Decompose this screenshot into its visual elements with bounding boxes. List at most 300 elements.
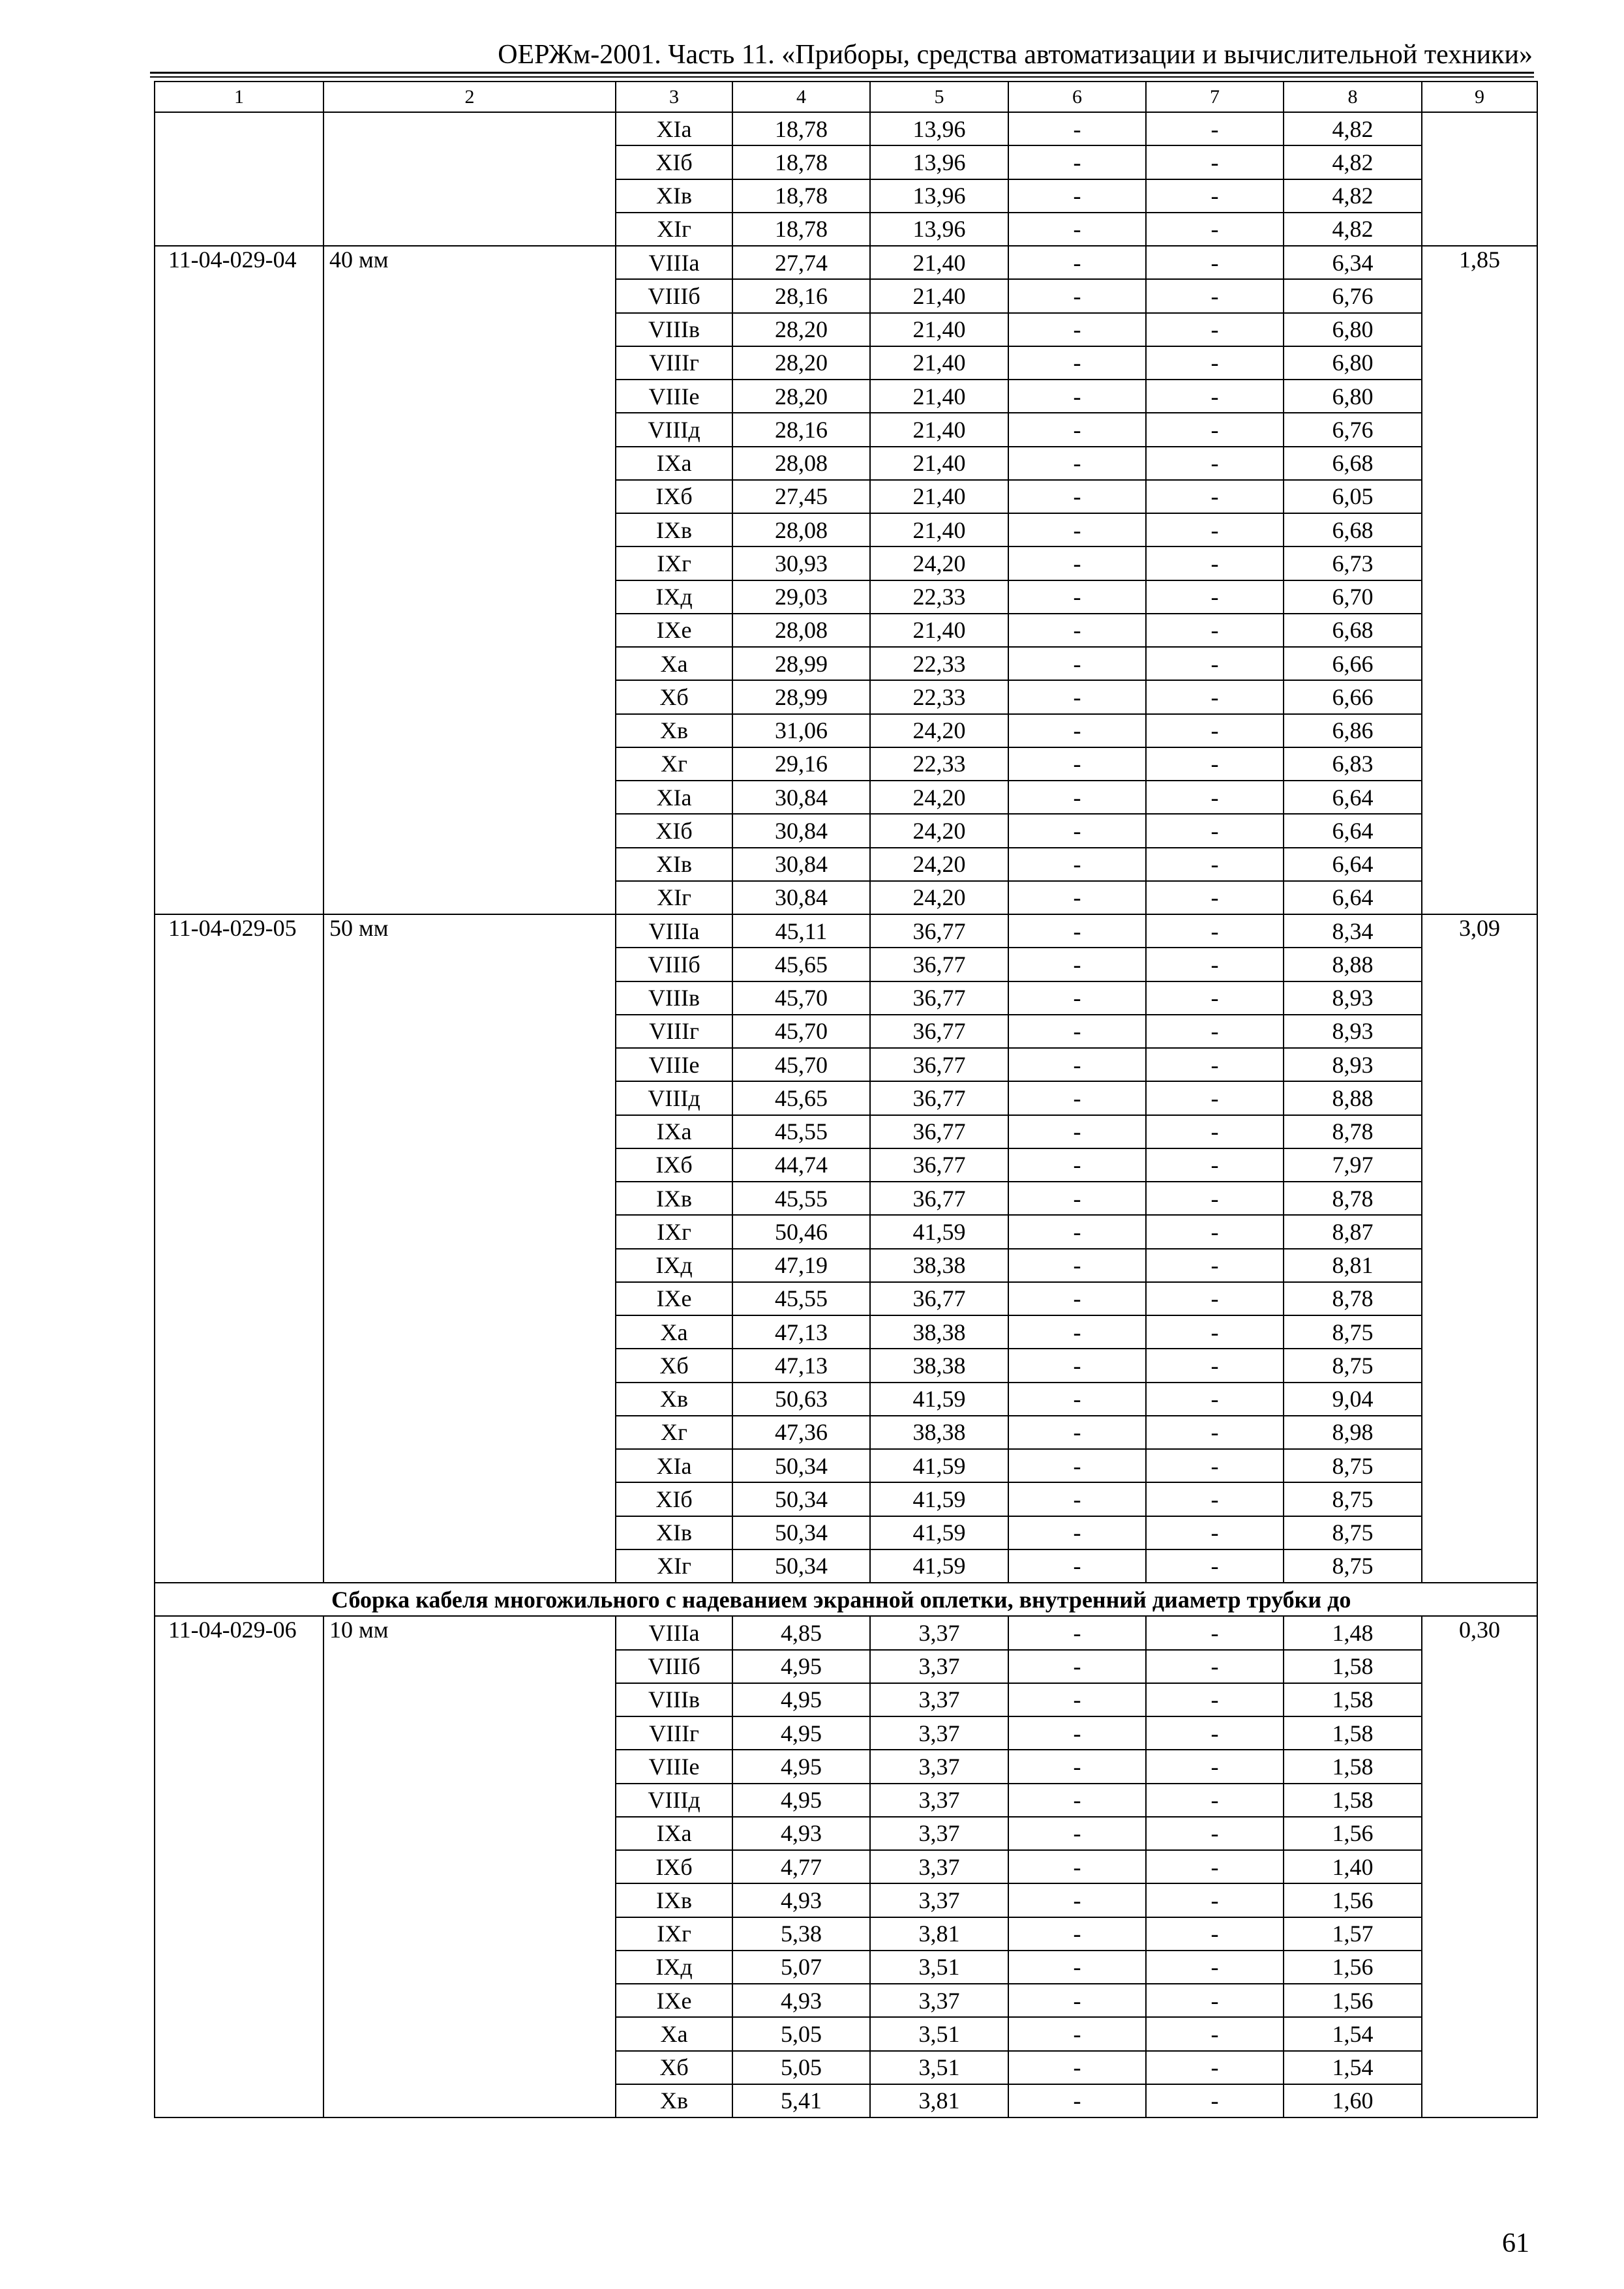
- value-cell: 36,77: [870, 1115, 1008, 1148]
- value-cell: 18,78: [732, 145, 870, 179]
- value-cell: -: [1146, 848, 1284, 881]
- value-cell: -: [1146, 1516, 1284, 1549]
- value-cell: -: [1146, 1416, 1284, 1449]
- value-cell: 45,55: [732, 1182, 870, 1215]
- value-cell: 6,68: [1284, 447, 1422, 480]
- value-cell: 13,96: [870, 145, 1008, 179]
- value-cell: IXa: [616, 447, 732, 480]
- value-cell: 3,51: [870, 1951, 1008, 1984]
- value-cell: 41,59: [870, 1449, 1008, 1482]
- value-cell: -: [1146, 1349, 1284, 1382]
- value-cell: XIв: [616, 1516, 732, 1549]
- value-cell: -: [1146, 1984, 1284, 2017]
- value-cell: -: [1008, 1650, 1146, 1683]
- value-cell: 3,37: [870, 1784, 1008, 1817]
- value-cell: -: [1008, 380, 1146, 413]
- value-cell: -: [1008, 814, 1146, 847]
- value-cell: 4,95: [732, 1750, 870, 1783]
- value-cell: -: [1146, 1850, 1284, 1883]
- value-cell: 38,38: [870, 1416, 1008, 1449]
- value-cell: 5,05: [732, 2051, 870, 2084]
- value-cell: 45,11: [732, 914, 870, 948]
- value-cell: 8,93: [1284, 1015, 1422, 1048]
- value-cell: 8,78: [1284, 1115, 1422, 1148]
- column-number-cell: 3: [616, 82, 732, 112]
- value-cell: -: [1008, 413, 1146, 446]
- value-cell: 28,16: [732, 413, 870, 446]
- value-cell: -: [1146, 1716, 1284, 1750]
- value-cell: -: [1008, 1015, 1146, 1048]
- value-cell: -: [1146, 1650, 1284, 1683]
- value-cell: -: [1008, 2084, 1146, 2117]
- value-cell: IXг: [616, 1917, 732, 1951]
- value-cell: -: [1008, 1182, 1146, 1215]
- value-cell: -: [1146, 747, 1284, 781]
- value-cell: XIв: [616, 848, 732, 881]
- value-cell: -: [1008, 1315, 1146, 1349]
- value-cell: Xг: [616, 747, 732, 781]
- value-cell: 28,20: [732, 313, 870, 346]
- value-cell: 7,97: [1284, 1148, 1422, 1182]
- value-cell: -: [1146, 1817, 1284, 1850]
- value-cell: Xв: [616, 2084, 732, 2117]
- value-cell: 41,59: [870, 1549, 1008, 1583]
- value-cell: 4,82: [1284, 179, 1422, 213]
- value-cell: 4,93: [732, 1883, 870, 1917]
- value-cell: -: [1146, 313, 1284, 346]
- norm-code-cell: 11-04-029-06: [155, 1616, 323, 2117]
- value-cell: 28,08: [732, 614, 870, 647]
- column-number-cell: 8: [1284, 82, 1422, 112]
- column-number-cell: 2: [323, 82, 616, 112]
- value-cell: VIIIa: [616, 1616, 732, 1649]
- value-cell: 22,33: [870, 647, 1008, 680]
- value-cell: -: [1008, 1850, 1146, 1883]
- running-header: ОЕРЖм-2001. Часть 11. «Приборы, средства автоматизации и вычислительной техники»: [498, 40, 1533, 70]
- value-cell: 50,34: [732, 1549, 870, 1583]
- column-9-cell: 1,85: [1422, 246, 1537, 914]
- value-cell: 4,93: [732, 1817, 870, 1850]
- value-cell: -: [1146, 179, 1284, 213]
- value-cell: Xб: [616, 1349, 732, 1382]
- value-cell: 6,76: [1284, 279, 1422, 312]
- value-cell: 50,34: [732, 1482, 870, 1516]
- value-cell: 38,38: [870, 1249, 1008, 1282]
- value-cell: -: [1008, 1516, 1146, 1549]
- value-cell: -: [1008, 1784, 1146, 1817]
- value-cell: -: [1146, 781, 1284, 814]
- value-cell: -: [1008, 647, 1146, 680]
- value-cell: -: [1008, 1148, 1146, 1182]
- value-cell: -: [1146, 1750, 1284, 1783]
- value-cell: -: [1146, 145, 1284, 179]
- value-cell: VIIIв: [616, 1683, 732, 1716]
- value-cell: IXa: [616, 1115, 732, 1148]
- value-cell: 36,77: [870, 1015, 1008, 1048]
- value-cell: -: [1008, 1115, 1146, 1148]
- value-cell: 50,46: [732, 1215, 870, 1248]
- column-9-cell: 0,30: [1422, 1616, 1537, 2117]
- value-cell: -: [1008, 1716, 1146, 1750]
- section-heading-row: [155, 1583, 1537, 1616]
- value-cell: 8,93: [1284, 981, 1422, 1015]
- value-cell: 22,33: [870, 680, 1008, 713]
- value-cell: 36,77: [870, 1148, 1008, 1182]
- value-cell: -: [1146, 1784, 1284, 1817]
- value-cell: 8,75: [1284, 1516, 1422, 1549]
- value-cell: -: [1146, 881, 1284, 914]
- value-cell: Xв: [616, 714, 732, 747]
- diameter-cell: 50 мм: [323, 914, 616, 1583]
- value-cell: 50,34: [732, 1449, 870, 1482]
- value-cell: -: [1146, 614, 1284, 647]
- value-cell: XIб: [616, 1482, 732, 1516]
- value-cell: -: [1146, 447, 1284, 480]
- value-cell: -: [1008, 747, 1146, 781]
- value-cell: IXв: [616, 1182, 732, 1215]
- value-cell: -: [1146, 213, 1284, 246]
- value-cell: Xг: [616, 1416, 732, 1449]
- norm-code-cell: 11-04-029-04: [155, 246, 323, 914]
- value-cell: IXб: [616, 480, 732, 513]
- value-cell: 5,41: [732, 2084, 870, 2117]
- value-cell: 6,64: [1284, 881, 1422, 914]
- norm-code-cell: [155, 112, 323, 246]
- value-cell: Xб: [616, 2051, 732, 2084]
- value-cell: 3,37: [870, 1716, 1008, 1750]
- value-cell: -: [1008, 179, 1146, 213]
- value-cell: 45,70: [732, 981, 870, 1015]
- value-cell: 8,87: [1284, 1215, 1422, 1248]
- value-cell: 8,93: [1284, 1048, 1422, 1081]
- value-cell: 1,60: [1284, 2084, 1422, 2117]
- value-cell: IXв: [616, 513, 732, 546]
- column-number-cell: 4: [732, 82, 870, 112]
- diameter-cell: 40 мм: [323, 246, 616, 914]
- value-cell: 50,34: [732, 1516, 870, 1549]
- value-cell: -: [1146, 2051, 1284, 2084]
- value-cell: IXe: [616, 614, 732, 647]
- value-cell: 4,95: [732, 1650, 870, 1683]
- value-cell: VIIIг: [616, 1716, 732, 1750]
- value-cell: XIб: [616, 145, 732, 179]
- value-cell: 22,33: [870, 580, 1008, 614]
- diameter-cell: [323, 112, 616, 246]
- value-cell: 1,56: [1284, 1817, 1422, 1850]
- value-cell: Xa: [616, 2017, 732, 2050]
- table-row: [155, 914, 1537, 948]
- value-cell: 21,40: [870, 413, 1008, 446]
- value-cell: 6,34: [1284, 246, 1422, 279]
- value-cell: VIIIб: [616, 279, 732, 312]
- value-cell: -: [1008, 1917, 1146, 1951]
- value-cell: -: [1008, 1616, 1146, 1649]
- value-cell: -: [1008, 714, 1146, 747]
- value-cell: 4,82: [1284, 213, 1422, 246]
- column-9-cell: [1422, 112, 1537, 246]
- value-cell: -: [1008, 881, 1146, 914]
- value-cell: -: [1146, 1315, 1284, 1349]
- value-cell: 13,96: [870, 213, 1008, 246]
- value-cell: 28,08: [732, 513, 870, 546]
- value-cell: VIIIa: [616, 246, 732, 279]
- value-cell: 18,78: [732, 112, 870, 145]
- value-cell: -: [1008, 1282, 1146, 1315]
- value-cell: 28,99: [732, 647, 870, 680]
- value-cell: 4,77: [732, 1850, 870, 1883]
- value-cell: XIг: [616, 1549, 732, 1583]
- value-cell: 8,75: [1284, 1349, 1422, 1382]
- value-cell: XIб: [616, 814, 732, 847]
- value-cell: -: [1008, 480, 1146, 513]
- value-cell: 41,59: [870, 1516, 1008, 1549]
- value-cell: -: [1008, 1482, 1146, 1516]
- section-heading: Сборка кабеля многожильного с надеванием экранной оплетки, внутренний диаметр трубки до: [155, 1583, 1537, 1616]
- value-cell: 4,82: [1284, 145, 1422, 179]
- value-cell: IXг: [616, 1215, 732, 1248]
- value-cell: 30,84: [732, 848, 870, 881]
- value-cell: 22,33: [870, 747, 1008, 781]
- value-cell: -: [1146, 580, 1284, 614]
- value-cell: -: [1008, 313, 1146, 346]
- value-cell: -: [1146, 814, 1284, 847]
- value-cell: 5,38: [732, 1917, 870, 1951]
- value-cell: -: [1146, 480, 1284, 513]
- value-cell: VIIIa: [616, 914, 732, 948]
- value-cell: 31,06: [732, 714, 870, 747]
- value-cell: 41,59: [870, 1215, 1008, 1248]
- value-cell: 24,20: [870, 881, 1008, 914]
- value-cell: 6,64: [1284, 781, 1422, 814]
- value-cell: 36,77: [870, 948, 1008, 981]
- value-cell: 36,77: [870, 914, 1008, 948]
- value-cell: Xa: [616, 1315, 732, 1349]
- table-body: [155, 82, 1537, 2117]
- value-cell: 3,37: [870, 1850, 1008, 1883]
- value-cell: -: [1146, 1549, 1284, 1583]
- column-number-cell: 9: [1422, 82, 1537, 112]
- value-cell: Xa: [616, 647, 732, 680]
- value-cell: 29,03: [732, 580, 870, 614]
- value-cell: 21,40: [870, 346, 1008, 380]
- value-cell: -: [1008, 914, 1146, 948]
- value-cell: 41,59: [870, 1482, 1008, 1516]
- value-cell: -: [1146, 1015, 1284, 1048]
- value-cell: 45,65: [732, 1081, 870, 1115]
- value-cell: 1,56: [1284, 1984, 1422, 2017]
- value-cell: 8,75: [1284, 1482, 1422, 1516]
- value-cell: 6,66: [1284, 647, 1422, 680]
- value-cell: 28,99: [732, 680, 870, 713]
- value-cell: -: [1146, 112, 1284, 145]
- value-cell: 24,20: [870, 546, 1008, 580]
- value-cell: -: [1008, 1215, 1146, 1248]
- column-number-cell: 5: [870, 82, 1008, 112]
- value-cell: XIa: [616, 781, 732, 814]
- value-cell: 21,40: [870, 313, 1008, 346]
- value-cell: -: [1008, 346, 1146, 380]
- value-cell: 13,96: [870, 112, 1008, 145]
- value-cell: 3,51: [870, 2017, 1008, 2050]
- value-cell: -: [1008, 981, 1146, 1015]
- value-cell: IXг: [616, 546, 732, 580]
- value-cell: 1,58: [1284, 1784, 1422, 1817]
- value-cell: XIг: [616, 881, 732, 914]
- value-cell: 24,20: [870, 781, 1008, 814]
- value-cell: 8,88: [1284, 948, 1422, 981]
- value-cell: 1,58: [1284, 1650, 1422, 1683]
- value-cell: 30,93: [732, 546, 870, 580]
- value-cell: 6,86: [1284, 714, 1422, 747]
- value-cell: 4,95: [732, 1716, 870, 1750]
- value-cell: 28,20: [732, 346, 870, 380]
- value-cell: 3,51: [870, 2051, 1008, 2084]
- header-rule-thick: [150, 72, 1534, 74]
- value-cell: 4,85: [732, 1616, 870, 1649]
- header-rule-thin: [150, 76, 1534, 78]
- value-cell: 3,81: [870, 2084, 1008, 2117]
- value-cell: -: [1008, 1416, 1146, 1449]
- value-cell: 36,77: [870, 1048, 1008, 1081]
- value-cell: VIIIд: [616, 1081, 732, 1115]
- value-cell: 9,04: [1284, 1383, 1422, 1416]
- value-cell: 27,74: [732, 246, 870, 279]
- value-cell: -: [1008, 781, 1146, 814]
- value-cell: 8,78: [1284, 1182, 1422, 1215]
- value-cell: IXa: [616, 1817, 732, 1850]
- column-number-row: [155, 82, 1537, 112]
- value-cell: 6,80: [1284, 346, 1422, 380]
- value-cell: VIIIб: [616, 1650, 732, 1683]
- value-cell: -: [1146, 1282, 1284, 1315]
- value-cell: 1,54: [1284, 2051, 1422, 2084]
- table-row: [155, 246, 1537, 279]
- value-cell: IXб: [616, 1850, 732, 1883]
- value-cell: 21,40: [870, 380, 1008, 413]
- value-cell: 8,75: [1284, 1449, 1422, 1482]
- value-cell: -: [1008, 1683, 1146, 1716]
- value-cell: 28,16: [732, 279, 870, 312]
- value-cell: 4,95: [732, 1784, 870, 1817]
- value-cell: -: [1008, 279, 1146, 312]
- value-cell: 3,37: [870, 1984, 1008, 2017]
- table-row: [155, 112, 1537, 145]
- value-cell: -: [1008, 1750, 1146, 1783]
- value-cell: -: [1008, 2051, 1146, 2084]
- page-number: 61: [1502, 2228, 1529, 2258]
- value-cell: -: [1146, 346, 1284, 380]
- value-cell: 4,82: [1284, 112, 1422, 145]
- value-cell: -: [1146, 2084, 1284, 2117]
- value-cell: IXд: [616, 580, 732, 614]
- value-cell: -: [1008, 1048, 1146, 1081]
- value-cell: 45,65: [732, 948, 870, 981]
- value-cell: 3,37: [870, 1683, 1008, 1716]
- value-cell: 1,58: [1284, 1750, 1422, 1783]
- value-cell: 1,40: [1284, 1850, 1422, 1883]
- value-cell: 47,13: [732, 1315, 870, 1349]
- value-cell: -: [1146, 1048, 1284, 1081]
- value-cell: -: [1146, 1249, 1284, 1282]
- value-cell: IXб: [616, 1148, 732, 1182]
- value-cell: -: [1008, 1883, 1146, 1917]
- value-cell: -: [1008, 1984, 1146, 2017]
- value-cell: -: [1146, 647, 1284, 680]
- value-cell: 1,48: [1284, 1616, 1422, 1649]
- value-cell: 41,59: [870, 1383, 1008, 1416]
- value-cell: -: [1008, 513, 1146, 546]
- value-cell: 8,88: [1284, 1081, 1422, 1115]
- value-cell: 36,77: [870, 1081, 1008, 1115]
- value-cell: -: [1008, 213, 1146, 246]
- value-cell: XIa: [616, 112, 732, 145]
- norms-table-container: [154, 81, 1538, 2118]
- value-cell: -: [1146, 1383, 1284, 1416]
- value-cell: 45,55: [732, 1115, 870, 1148]
- value-cell: 30,84: [732, 781, 870, 814]
- value-cell: VIIIг: [616, 1015, 732, 1048]
- value-cell: 24,20: [870, 714, 1008, 747]
- value-cell: -: [1146, 1951, 1284, 1984]
- value-cell: -: [1146, 948, 1284, 981]
- value-cell: -: [1146, 279, 1284, 312]
- value-cell: -: [1146, 914, 1284, 948]
- value-cell: 21,40: [870, 513, 1008, 546]
- value-cell: Xв: [616, 1383, 732, 1416]
- value-cell: 44,74: [732, 1148, 870, 1182]
- value-cell: VIIIд: [616, 413, 732, 446]
- value-cell: -: [1008, 680, 1146, 713]
- value-cell: IXe: [616, 1984, 732, 2017]
- value-cell: IXe: [616, 1282, 732, 1315]
- value-cell: IXд: [616, 1249, 732, 1282]
- column-number-cell: 7: [1146, 82, 1284, 112]
- value-cell: 6,05: [1284, 480, 1422, 513]
- value-cell: 24,20: [870, 814, 1008, 847]
- value-cell: 6,64: [1284, 848, 1422, 881]
- value-cell: -: [1146, 1081, 1284, 1115]
- value-cell: -: [1146, 1449, 1284, 1482]
- value-cell: VIIIв: [616, 313, 732, 346]
- value-cell: 3,37: [870, 1750, 1008, 1783]
- value-cell: 1,58: [1284, 1716, 1422, 1750]
- value-cell: XIв: [616, 179, 732, 213]
- value-cell: -: [1008, 447, 1146, 480]
- value-cell: 36,77: [870, 1182, 1008, 1215]
- value-cell: 1,58: [1284, 1683, 1422, 1716]
- value-cell: -: [1146, 1917, 1284, 1951]
- value-cell: 1,54: [1284, 2017, 1422, 2050]
- value-cell: 21,40: [870, 246, 1008, 279]
- value-cell: 6,83: [1284, 747, 1422, 781]
- value-cell: -: [1008, 1817, 1146, 1850]
- value-cell: 45,55: [732, 1282, 870, 1315]
- value-cell: 36,77: [870, 981, 1008, 1015]
- value-cell: -: [1146, 1482, 1284, 1516]
- value-cell: 38,38: [870, 1349, 1008, 1382]
- value-cell: -: [1008, 1951, 1146, 1984]
- column-number-cell: 1: [155, 82, 323, 112]
- value-cell: VIIIб: [616, 948, 732, 981]
- value-cell: 21,40: [870, 614, 1008, 647]
- value-cell: 6,66: [1284, 680, 1422, 713]
- value-cell: -: [1008, 948, 1146, 981]
- value-cell: -: [1146, 1215, 1284, 1248]
- value-cell: 3,37: [870, 1883, 1008, 1917]
- value-cell: -: [1146, 680, 1284, 713]
- value-cell: 47,13: [732, 1349, 870, 1382]
- value-cell: 6,68: [1284, 614, 1422, 647]
